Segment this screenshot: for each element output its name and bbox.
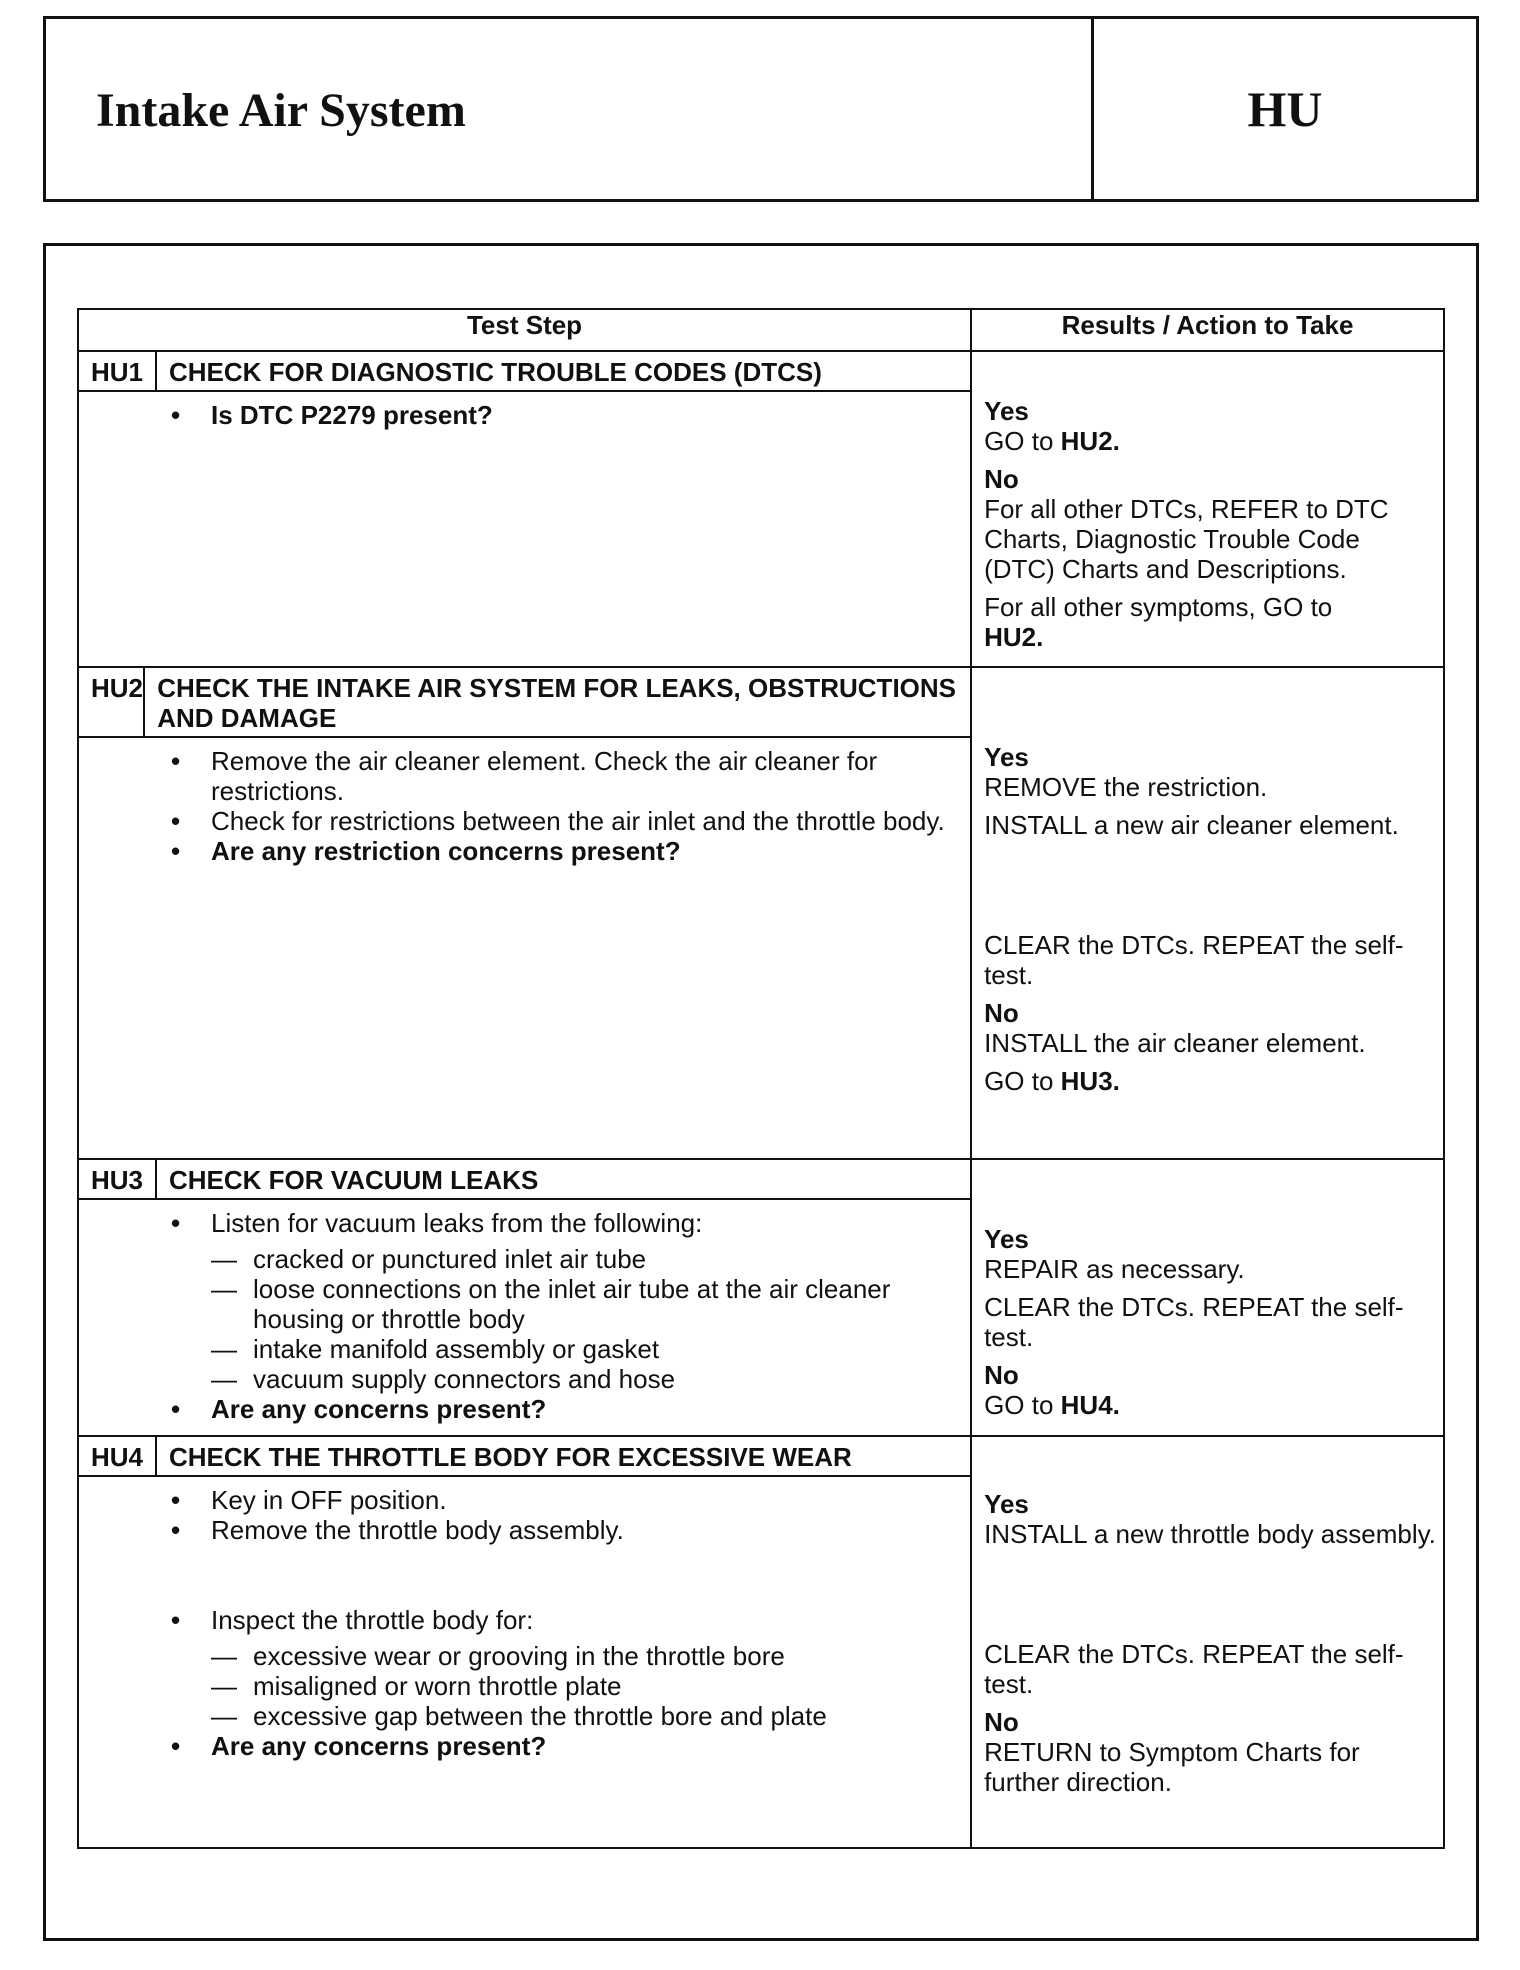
result-cell-hu4 xyxy=(971,1436,1444,1848)
sub-item: — excessive gap between the throttle bore and plate xyxy=(211,1701,950,1731)
step-heading-hu1 xyxy=(79,352,970,392)
step-title: CHECK THE INTAKE AIR SYSTEM FOR LEAKS, OBSTRUCTIONS AND DAMAGE xyxy=(157,673,957,733)
result-text: INSTALL a new air cleaner element. xyxy=(984,810,1399,840)
step-bullets xyxy=(79,738,970,874)
result-yes xyxy=(984,1224,1437,1352)
sub-list xyxy=(211,1641,950,1731)
no-label: No xyxy=(984,1360,1019,1390)
step-reference-link[interactable]: HU4. xyxy=(1060,1390,1120,1420)
result-text: INSTALL the air cleaner element. xyxy=(984,1028,1366,1058)
step-id: HU1 xyxy=(79,352,157,390)
yes-label: Yes xyxy=(984,1224,1029,1254)
step-question: • Are any concerns present? xyxy=(171,1731,950,1761)
table-row xyxy=(78,1159,1444,1436)
test-step-cell-hu3 xyxy=(78,1159,971,1436)
test-step-cell-hu4 xyxy=(78,1436,971,1848)
result-text: RETURN to Symptom Charts for further direction. xyxy=(984,1737,1360,1797)
step-bullet-text: Listen for vacuum leaks from the following: xyxy=(211,1208,703,1238)
step-bullet: • Remove the throttle body assembly. xyxy=(171,1515,950,1545)
step-bullets xyxy=(79,392,970,438)
result-yes xyxy=(984,1489,1437,1699)
step-id: HU3 xyxy=(79,1160,157,1198)
result-text: CLEAR the DTCs. REPEAT the self-test. xyxy=(984,930,1404,990)
table-header-row xyxy=(78,309,1444,351)
result-yes xyxy=(984,742,1437,990)
step-question: • Are any restriction concerns present? xyxy=(171,836,950,866)
result-text: GO to xyxy=(984,1066,1054,1096)
result-text: GO to xyxy=(984,1390,1054,1420)
result-no xyxy=(984,998,1437,1096)
step-bullet: • Key in OFF position. xyxy=(171,1485,950,1515)
step-reference-link[interactable]: HU2. xyxy=(984,622,1044,652)
yes-label: Yes xyxy=(984,1489,1029,1519)
step-bullet xyxy=(171,1208,950,1394)
step-bullet-text: Inspect the throttle body for: xyxy=(211,1605,534,1635)
result-spacer xyxy=(984,840,1437,930)
no-label: No xyxy=(984,464,1019,494)
sub-item: — loose connections on the inlet air tube at the air cleaner housing or throttle body xyxy=(211,1274,950,1334)
test-step-cell-hu1 xyxy=(78,351,971,667)
test-step-cell-hu2 xyxy=(78,667,971,1159)
step-question: • Is DTC P2279 present? xyxy=(171,400,950,430)
result-no xyxy=(984,1360,1437,1420)
no-label: No xyxy=(984,1707,1019,1737)
step-reference-link[interactable]: HU3. xyxy=(1060,1066,1120,1096)
sub-item: — misaligned or worn throttle plate xyxy=(211,1671,950,1701)
step-id: HU2 xyxy=(79,668,145,736)
step-bullet xyxy=(171,1605,950,1731)
sub-list xyxy=(211,1244,950,1394)
step-heading-hu3 xyxy=(79,1160,970,1200)
column-header-results: Results / Action to Take xyxy=(971,309,1444,351)
step-bullets xyxy=(79,1200,970,1432)
section-code: HU xyxy=(1247,81,1323,137)
column-header-test-step: Test Step xyxy=(78,309,971,351)
page-title: Intake Air System xyxy=(96,84,466,137)
result-text: REPAIR as necessary. xyxy=(984,1254,1245,1284)
sub-item: — intake manifold assembly or gasket xyxy=(211,1334,950,1364)
result-text: CLEAR the DTCs. REPEAT the self-test. xyxy=(984,1639,1404,1699)
step-bullet: • Remove the air cleaner element. Check the air cleaner for restrictions. xyxy=(171,746,950,806)
step-question: • Are any concerns present? xyxy=(171,1394,950,1424)
step-bullets xyxy=(79,1477,970,1769)
yes-label: Yes xyxy=(984,742,1029,772)
result-text: For all other symptoms, GO to xyxy=(984,592,1333,622)
step-bullet: • Check for restrictions between the air inlet and the throttle body. xyxy=(171,806,950,836)
result-cell-hu2 xyxy=(971,667,1444,1159)
result-text: CLEAR the DTCs. REPEAT the self-test. xyxy=(984,1292,1404,1352)
table-row xyxy=(78,1436,1444,1848)
result-text: REMOVE the restriction. xyxy=(984,772,1268,802)
page-header xyxy=(43,16,1479,202)
no-label: No xyxy=(984,998,1019,1028)
result-text: For all other DTCs, REFER to DTC Charts, Diagnostic Trouble Code (DTC) Charts and Descriptions. xyxy=(984,494,1389,584)
result-cell-hu1 xyxy=(971,351,1444,667)
result-yes xyxy=(984,396,1437,456)
step-title: CHECK THE THROTTLE BODY FOR EXCESSIVE WEAR xyxy=(169,1442,852,1472)
sub-item: — cracked or punctured inlet air tube xyxy=(211,1244,950,1274)
step-heading-hu2 xyxy=(79,668,970,738)
step-reference-link[interactable]: HU2. xyxy=(1060,426,1120,456)
table-row xyxy=(78,351,1444,667)
diagnostic-table xyxy=(77,308,1445,1849)
result-no xyxy=(984,464,1437,652)
yes-label: Yes xyxy=(984,396,1029,426)
result-spacer xyxy=(984,1549,1437,1639)
result-cell-hu3 xyxy=(971,1159,1444,1436)
result-text: INSTALL a new throttle body assembly. xyxy=(984,1519,1436,1549)
sub-item: — vacuum supply connectors and hose xyxy=(211,1364,950,1394)
step-heading-hu4 xyxy=(79,1437,970,1477)
result-no xyxy=(984,1707,1437,1797)
table-row xyxy=(78,667,1444,1159)
sub-item: — excessive wear or grooving in the throttle bore xyxy=(211,1641,950,1671)
step-title: CHECK FOR DIAGNOSTIC TROUBLE CODES (DTCS) xyxy=(169,357,822,387)
result-text: GO to xyxy=(984,426,1054,456)
step-title: CHECK FOR VACUUM LEAKS xyxy=(169,1165,539,1195)
step-id: HU4 xyxy=(79,1437,157,1475)
